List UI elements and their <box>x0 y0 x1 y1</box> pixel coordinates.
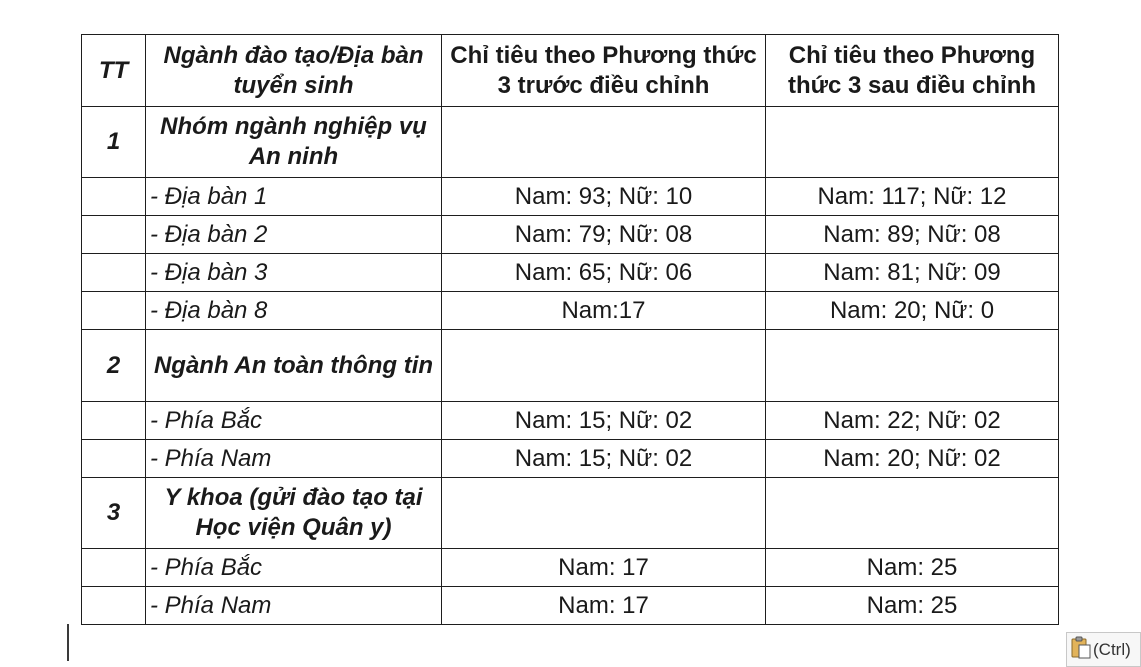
group-number: 1 <box>82 107 146 178</box>
region-label: - Phía Bắc <box>146 549 442 587</box>
table-row <box>82 402 1059 440</box>
table-row <box>82 178 1059 216</box>
quota-after: Nam: 117; Nữ: 12 <box>766 178 1059 216</box>
region-label: - Phía Nam <box>146 440 442 478</box>
header-before-adjustment: Chỉ tiêu theo Phương thức 3 trước điều chỉnh <box>442 35 766 107</box>
header-nganh: Ngành đào tạo/Địa bàn tuyển sinh <box>146 35 442 107</box>
group-row <box>82 478 1059 549</box>
quota-after: Nam: 89; Nữ: 08 <box>766 216 1059 254</box>
quota-before: Nam: 17 <box>442 549 766 587</box>
quota-before: Nam: 15; Nữ: 02 <box>442 440 766 478</box>
text-cursor <box>67 624 69 661</box>
quota-before: Nam: 15; Nữ: 02 <box>442 402 766 440</box>
region-label: - Địa bàn 8 <box>146 292 442 330</box>
quota-after: Nam: 81; Nữ: 09 <box>766 254 1059 292</box>
quota-before: Nam:17 <box>442 292 766 330</box>
group-row <box>82 107 1059 178</box>
table-row <box>82 216 1059 254</box>
quota-after: Nam: 25 <box>766 587 1059 625</box>
quota-before: Nam: 93; Nữ: 10 <box>442 178 766 216</box>
clipboard-icon <box>1071 635 1093 664</box>
table-row <box>82 254 1059 292</box>
paste-options-label: (Ctrl) <box>1093 639 1131 659</box>
region-label: - Địa bàn 1 <box>146 178 442 216</box>
table-row <box>82 440 1059 478</box>
group-number: 2 <box>82 330 146 402</box>
group-number: 3 <box>82 478 146 549</box>
quota-after: Nam: 25 <box>766 549 1059 587</box>
region-label: - Địa bàn 2 <box>146 216 442 254</box>
header-row <box>82 35 1059 107</box>
admission-quota-table <box>81 34 1059 625</box>
table-row <box>82 292 1059 330</box>
group-name: Ngành An toàn thông tin <box>146 330 442 402</box>
quota-before: Nam: 79; Nữ: 08 <box>442 216 766 254</box>
quota-before: Nam: 17 <box>442 587 766 625</box>
region-label: - Phía Nam <box>146 587 442 625</box>
header-tt: TT <box>82 35 146 107</box>
region-label: - Phía Bắc <box>146 402 442 440</box>
group-name: Y khoa (gửi đào tạo tại Học viện Quân y) <box>146 478 442 549</box>
quota-after: Nam: 20; Nữ: 0 <box>766 292 1059 330</box>
group-row <box>82 330 1059 402</box>
paste-options-button[interactable] <box>1066 632 1141 667</box>
quota-after: Nam: 20; Nữ: 02 <box>766 440 1059 478</box>
table-row <box>82 549 1059 587</box>
header-after-adjustment: Chỉ tiêu theo Phương thức 3 sau điều chỉnh <box>766 35 1059 107</box>
quota-after: Nam: 22; Nữ: 02 <box>766 402 1059 440</box>
group-name: Nhóm ngành nghiệp vụ An ninh <box>146 107 442 178</box>
quota-before: Nam: 65; Nữ: 06 <box>442 254 766 292</box>
region-label: - Địa bàn 3 <box>146 254 442 292</box>
table-row <box>82 587 1059 625</box>
